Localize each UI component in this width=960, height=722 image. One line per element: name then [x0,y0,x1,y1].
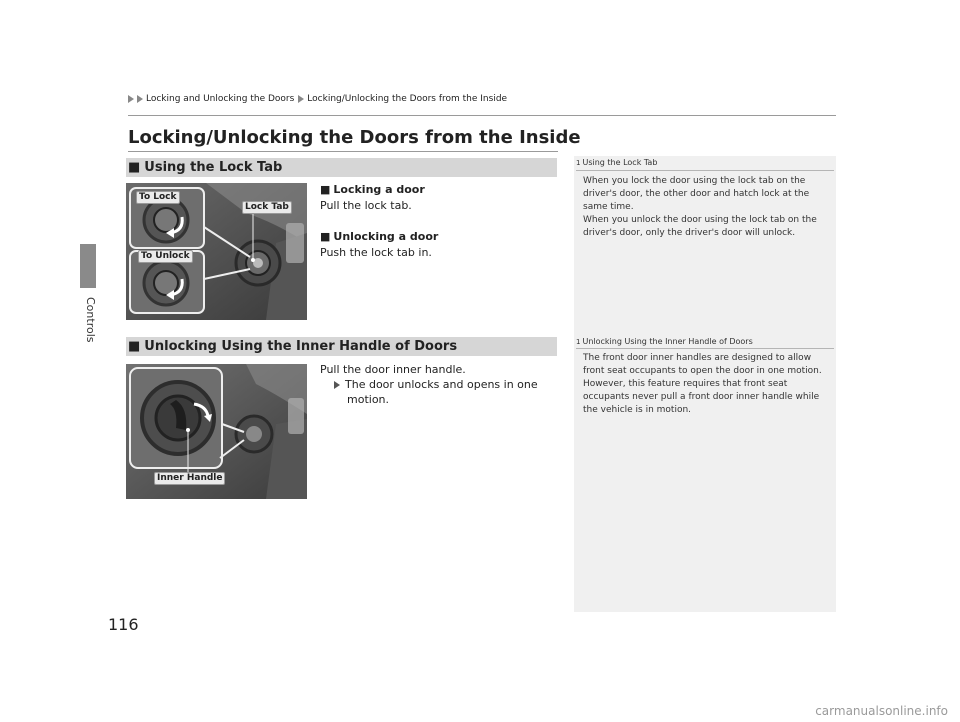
section-heading-text: Using the Lock Tab [144,160,283,175]
breadcrumb-arrow-icon [128,95,134,103]
chapter-label: Controls [84,297,97,343]
unlocking-subheading-text: Unlocking a door [333,230,439,243]
note-divider [576,348,834,349]
section-heading-lock-tab [126,158,557,177]
note-divider [576,170,834,171]
note-line: However, this feature requires that front seat [583,379,788,389]
note-title-text: Unlocking Using the Inner Handle of Doors [582,337,753,346]
locking-subheading-text: Locking a door [333,183,425,196]
section-heading-text: Unlocking Using the Inner Handle of Doors [144,339,458,354]
note-line: front seat occupants to open the door in one motion. [583,366,822,376]
note-line: driver's door, only the driver's door will unlock. [583,228,796,238]
result-text: The door unlocks and opens in one [345,378,538,391]
note-title-lock-tab [576,158,657,167]
lock-tab-photo [126,183,307,320]
note-line: the vehicle is in motion. [583,405,692,415]
section-marker-icon: ■ [128,339,141,354]
page-title: Locking/Unlocking the Doors from the Inside [128,127,581,148]
note-title-inner-handle [576,337,753,346]
to-unlock-label: To Unlock [138,250,193,263]
title-divider [128,151,558,152]
header-divider [128,115,836,116]
note-marker-icon: 1 [576,158,581,167]
section-marker-icon: ■ [128,160,141,175]
section-heading-inner-handle [126,337,557,356]
note-marker-icon: 1 [576,337,581,346]
note-body-inner-handle [583,352,831,417]
inner-handle-instruction: Pull the door inner handle. [320,363,466,376]
breadcrumb-arrow-icon [298,95,304,103]
breadcrumb-item[interactable]: Locking and Unlocking the Doors [146,94,295,104]
note-line: The front door inner handles are designed to allow [583,353,812,363]
inner-handle-label: Inner Handle [154,472,225,485]
unlocking-subheading [320,229,438,244]
breadcrumb-item[interactable]: Locking/Unlocking the Doors from the Inside [307,94,508,104]
note-body-lock-tab [583,175,831,240]
note-line: same time. [583,202,634,212]
chapter-tab [80,244,96,288]
result-arrow-icon [334,381,340,389]
note-title-text: Using the Lock Tab [582,158,658,167]
inner-handle-photo [126,364,307,499]
lock-tab-label: Lock Tab [242,201,292,214]
subheading-marker-icon: ■ [320,230,331,243]
locking-subheading [320,182,425,197]
page-number: 116 [108,615,139,634]
note-line: driver's door, the other door and hatch lock at the [583,189,810,199]
locking-text: Pull the lock tab. [320,199,412,212]
watermark: carmanualsonline.info [815,704,948,718]
note-line: When you unlock the door using the lock tab on the [583,215,817,225]
breadcrumb [128,94,507,104]
note-line: When you lock the door using the lock tab on the [583,176,806,186]
note-line: occupants never pull a front door inner handle while [583,392,820,402]
inner-handle-result-line2: motion. [347,393,390,406]
breadcrumb-arrow-icon [137,95,143,103]
to-lock-label: To Lock [136,191,180,204]
subheading-marker-icon: ■ [320,183,331,196]
unlocking-text: Push the lock tab in. [320,246,432,259]
inner-handle-result-line1 [334,377,538,392]
